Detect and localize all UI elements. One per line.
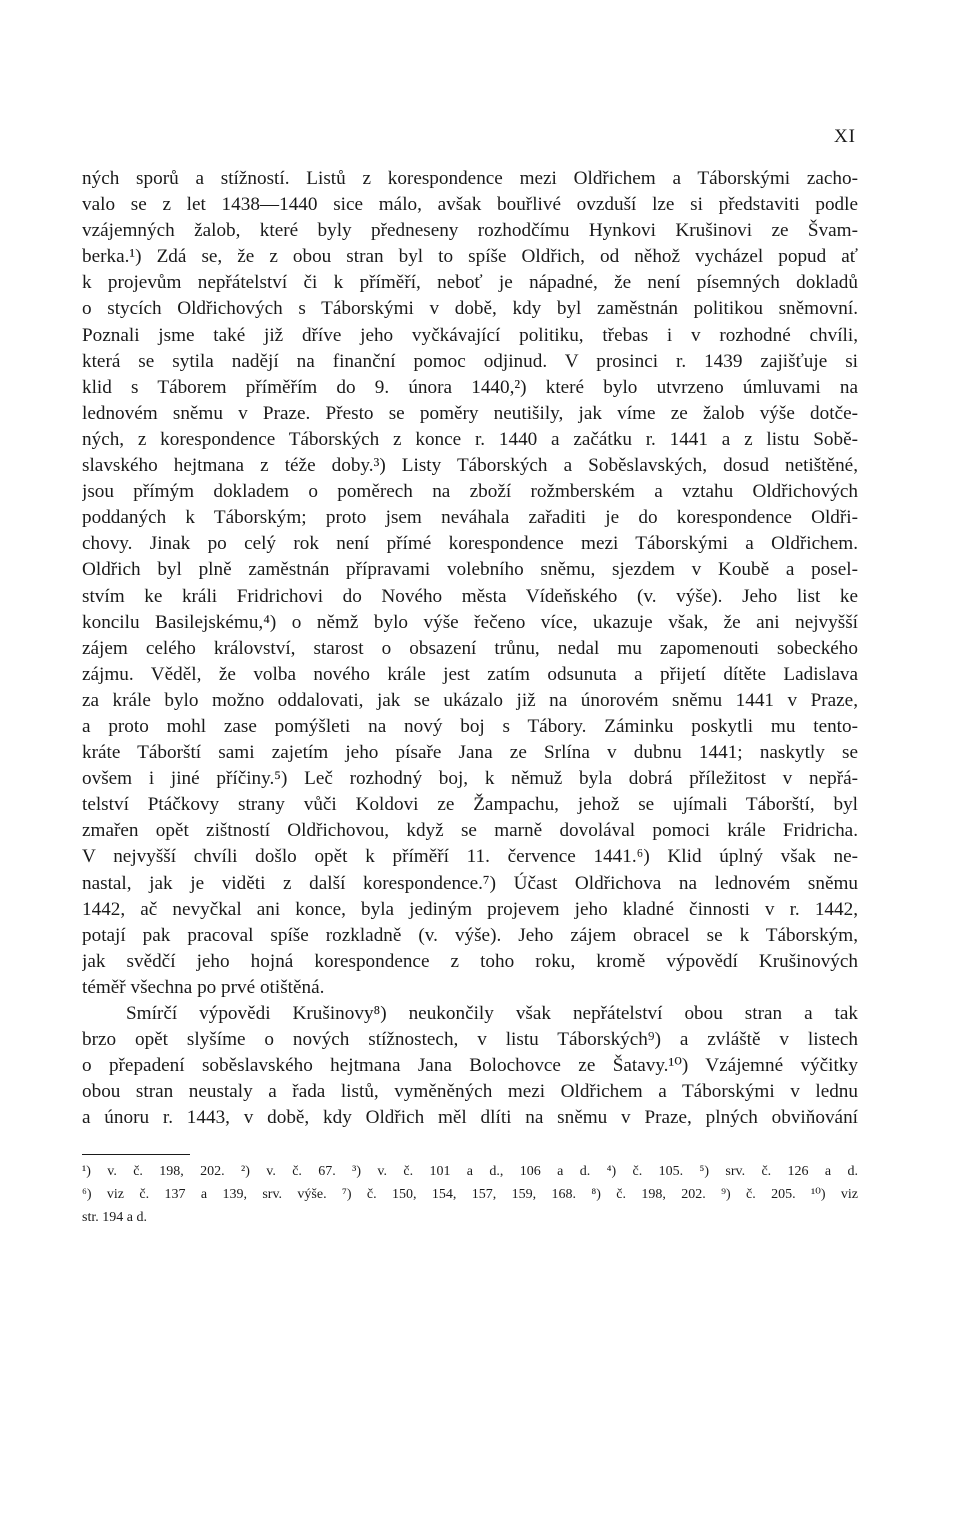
text-line: která se sytila nadějí na finanční pomoc odjinud. V prosinci r. 1439 zajišťuje si	[82, 350, 858, 372]
text-line: V nejvyšší chvíli došlo opět k příměří 11. července 1441.⁶) Klid úplný však ne-	[82, 846, 858, 868]
text-line: berka.¹) Zdá se, že z obou stran byl to spíše Oldřich, od něhož vycházel popud ať	[82, 246, 858, 268]
footnote-divider	[82, 1154, 190, 1155]
text-line: k projevům nepřátelství či k příměří, neboť je nápadné, že není písemných dokladů	[82, 272, 858, 294]
footnotes	[82, 1160, 858, 1229]
footnote-line: str. 194 a d.	[82, 1210, 147, 1225]
page-number: XI	[833, 126, 856, 147]
text-line: ných, z korespondence Táborských z konce r. 1440 a začátku r. 1441 a z listu Sobě-	[82, 428, 858, 450]
text-line: zájem celého království, starost o obsazení trůnu, nedal mu zapomenouti sobeckého	[82, 637, 858, 659]
body-text	[82, 166, 858, 1131]
text-line: Poznali jsme také již dříve jeho vyčkávající politiku, třebas i v rozhodné chvíli,	[82, 324, 858, 346]
text-line: potají pak pracoval spíše rozkladně (v. výše). Jeho zájem obracel se k Táborským,	[82, 924, 858, 946]
text-line: koncilu Basilejskému,⁴) o němž bylo výše řečeno více, ukazuje však, že ani nejvyšší	[82, 611, 858, 633]
text-line: za krále bylo možno oddalovati, jak se ukázalo již na únorovém sněmu 1441 v Praze,	[82, 689, 858, 711]
text-line: a proto mohl zase pomýšleti na nový boj s Tábory. Záminku poskytli mu tento-	[82, 715, 858, 737]
text-line: telství Ptáčkovy strany vůči Koldovi ze Žampachu, jehož se ujímali Táborští, byl	[82, 794, 858, 816]
text-line: 1442, ač nevyčkal ani konce, byla jediným projevem jeho kladné činnosti v r. 1442,	[82, 898, 858, 920]
text-line: Smírčí výpovědi Krušinovy⁸) neukončily však nepřátelství obou stran a tak	[126, 1003, 858, 1024]
text-line: slavského hejtmana z téže doby.³) Listy Táborských a Soběslavských, dosud netištěné,	[82, 455, 858, 477]
text-line: jak svědčí jeho hojná korespondence z toho roku, kromě výpovědí Krušinových	[82, 950, 858, 972]
text-line: o přepadení soběslavského hejtmana Jana Bolochovce ze Šatavy.¹⁰) Vzájemné výčitky	[82, 1055, 858, 1077]
text-line: poddaných k Táborským; proto jsem neváhala zařaditi je do korespondence Oldři-	[82, 507, 858, 529]
text-line: nastal, jak je viděti z další korespondence.⁷) Účast Oldřichova na lednovém sněmu	[82, 872, 858, 894]
text-line: valo se z let 1438—1440 sice málo, avšak bouřlivé ovzduší lze si představiti podle	[82, 194, 858, 216]
text-line: lednovém sněmu v Praze. Přesto se poměry neutišily, jak víme ze žalob výše dotče-	[82, 402, 858, 424]
text-line: chovy. Jinak po celý rok není přímé korespondence mezi Táborskými a Oldřichem.	[82, 533, 858, 555]
text-line: klid s Táborem příměřím do 9. února 1440,²) které bylo utvrzeno úmluvami na	[82, 376, 858, 398]
text-line: stvím ke králi Fridrichovi do Nového města Vídeňského (v. výše). Jeho list ke	[82, 585, 858, 607]
text-line: zájmu. Věděl, že volba nového krále jest zatím odsunuta a přijetí dítěte Ladislava	[82, 663, 858, 685]
text-line: ných sporů a stížností. Listů z korespondence mezi Oldřichem a Táborskými zacho-	[82, 168, 858, 189]
text-line: vzájemných žalob, které byly předneseny rozhodčímu Hynkovi Krušinovi ze Švam-	[82, 220, 858, 242]
footnote-line: ⁶) viz č. 137 a 139, srv. výše. ⁷) č. 150, 154, 157, 159, 168. ⁸) č. 198, 202. ⁹) č. 205. ¹⁰) viz	[82, 1187, 858, 1202]
text-line: kráte Táborští sami zajetím jeho písaře Jana ze Srlína v dubnu 1441; naskytly se	[82, 742, 858, 764]
text-line: ovšem i jiné příčiny.⁵) Leč rozhodný boj, k němuž byla dobrá příležitost v nepřá-	[82, 768, 858, 790]
text-line: o stycích Oldřichových s Táborskými v době, kdy byl zaměstnán politikou sněmovní.	[82, 298, 858, 320]
text-line: zmařen opět zištností Oldřichovou, když se marně dovolával pomoci krále Fridricha.	[82, 820, 858, 842]
text-line: Oldřich byl plně zaměstnán přípravami volebního sněmu, sjezdem v Koubě a posel-	[82, 559, 858, 581]
text-line: a únoru r. 1443, v době, kdy Oldřich měl dlíti na sněmu v Praze, plných obviňování	[82, 1107, 858, 1129]
footnote-line: ¹) v. č. 198, 202. ²) v. č. 67. ³) v. č. 101 a d., 106 a d. ⁴) č. 105. ⁵) srv. č. 126 a d.	[82, 1164, 858, 1179]
text-line: brzo opět slyšíme o nových stížnostech, v listu Táborských⁹) a zvláště v listech	[82, 1029, 858, 1051]
text-line: obou stran neustaly a řada listů, vyměněných mezi Oldřichem a Táborskými v lednu	[82, 1081, 858, 1103]
text-line: téměř všechna po prvé otištěná.	[82, 976, 325, 998]
text-line: jsou přímým dokladem o poměrech na zboží rožmberském a vztahu Oldřichových	[82, 481, 858, 503]
